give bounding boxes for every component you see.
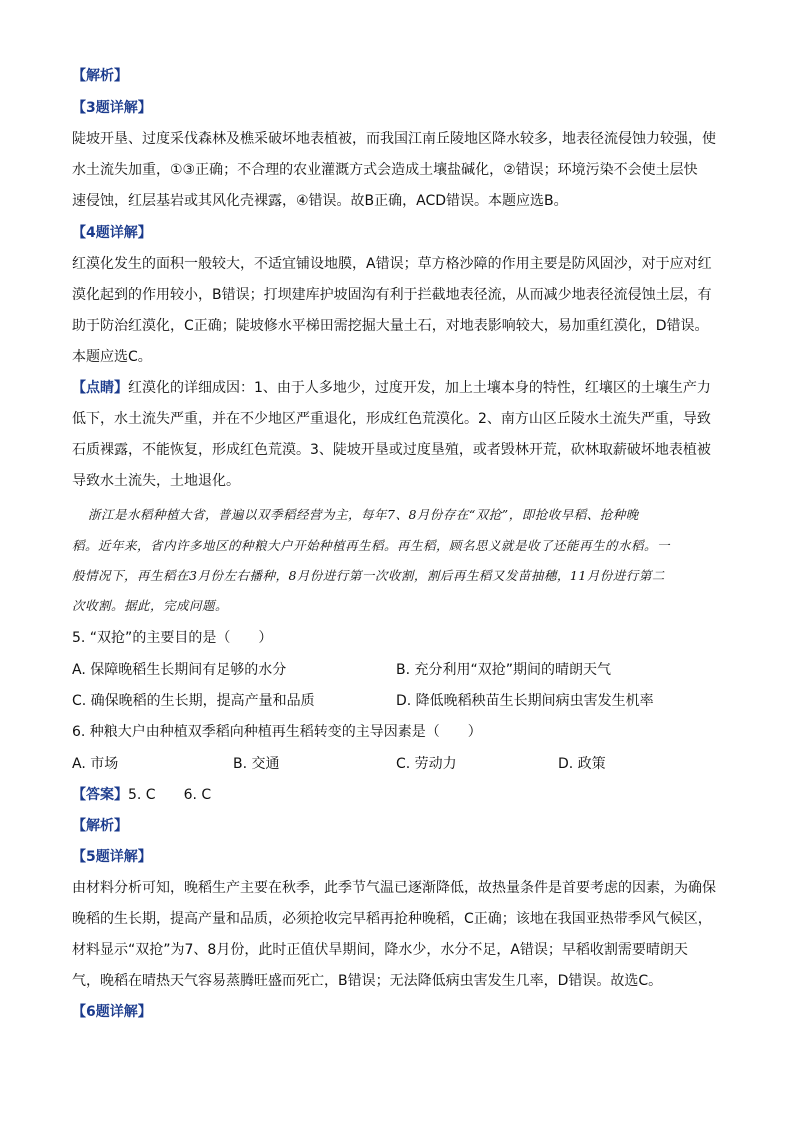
q5-option-d: D. 降低晚稻秧苗生长期间病虫害发生机率: [396, 693, 654, 709]
q6-option-d: D. 政策: [558, 756, 606, 772]
q6-stem: 6. 种粮大户由种植双季稻向种植再生稻转变的主导因素是（ ）: [72, 724, 482, 740]
key-point-text: 红漠化的详细成因：1、由于人多地少，过度开发，加上土壤本身的特性，红壤区的土壤生产力: [128, 380, 711, 396]
q6-option-a: A. 市场: [72, 756, 119, 772]
analysis-label: 【解析】: [72, 68, 128, 84]
answer-row: [72, 785, 722, 805]
q6-option-c: C. 劳动力: [396, 756, 457, 772]
analysis-label: 【解析】: [72, 818, 128, 834]
key-point-label: 【点睛】: [72, 380, 128, 396]
passage-line: 般情况下，再生稻在3月份左右播种，8月份进行第一次收割，割后再生稻又发苗抽穗，11月份进行第二: [72, 568, 665, 583]
answer-text: 5. C 6. C: [128, 787, 212, 803]
key-point-line: 导致水土流失，土地退化。: [72, 473, 240, 489]
q6-option-b: B. 交通: [233, 756, 280, 772]
q5-option-c: C. 确保晚稻的生长期，提高产量和品质: [72, 693, 315, 709]
q3-detail-header: 【3题详解】: [72, 100, 152, 116]
answer-label: 【答案】: [72, 787, 128, 803]
q6-detail-header: 【6题详解】: [72, 1004, 152, 1020]
q3-text-line: 水土流失加重，①③正确；不合理的农业灌溉方式会造成土壤盐碱化，②错误；环境污染不会使土层快: [72, 162, 698, 178]
passage-line: 次收割。据此，完成问题。: [72, 598, 229, 613]
passage-line: 稻。近年来，省内许多地区的种粮大户开始种植再生稻。再生稻，顾名思义就是收了还能再生的水稻。一: [72, 538, 671, 553]
q4-detail-header: 【4题详解】: [72, 225, 152, 241]
q5-text-line: 气，晚稻在晴热天气容易蒸腾旺盛而死亡，B错误；无法降低病虫害发生几率，D错误。故选C。: [72, 973, 663, 989]
q5-text-line: 材料显示“双抢”为7、8月份，此时正值伏旱期间，降水少，水分不足，A错误；早稻收割需要晴朗天: [72, 942, 688, 958]
q4-text-line: 助于防治红漠化，C正确；陡坡修水平梯田需挖掘大量土石，对地表影响较大，易加重红漠化，D错误。: [72, 318, 709, 334]
key-point-line: 石质裸露，不能恢复，形成红色荒漠。3、陡坡开垦或过度垦殖，或者毁林开荒，砍林取薪破坏地表植被: [72, 442, 711, 458]
q4-text-line: 红漠化发生的面积一般较大，不适宜铺设地膜，A错误；草方格沙障的作用主要是防风固沙，对于应对红: [72, 256, 712, 272]
key-point-block: [72, 378, 722, 398]
q5-option-b: B. 充分利用“双抢”期间的晴朗天气: [396, 662, 612, 678]
q5-detail-header: 【5题详解】: [72, 849, 152, 865]
q5-text-line: 由材料分析可知，晚稻生产主要在秋季，此季节气温已逐渐降低，故热量条件是首要考虑的因素，为确保: [72, 880, 716, 896]
q4-text-line: 漠化起到的作用较小，B错误；打坝建库护坡固沟有利于拦截地表径流，从而减少地表径流侵蚀土层，有: [72, 287, 712, 303]
key-point-line: 低下，水土流失严重，并在不少地区严重退化，形成红色荒漠化。2、南方山区丘陵水土流失严重，导致: [72, 411, 711, 427]
q5-option-a: A. 保障晚稻生长期间有足够的水分: [72, 662, 287, 678]
q4-text-line: 本题应选C。: [72, 349, 152, 365]
q5-text-line: 晚稻的生长期，提高产量和品质，必须抢收完早稻再抢种晚稻，C正确；该地在我国亚热带季风气候区，: [72, 911, 712, 927]
q3-text-line: 速侵蚀，红层基岩或其风化壳裸露，④错误。故B正确，ACD错误。本题应选B。: [72, 193, 568, 209]
passage-line: 浙江是水稻种植大省，普遍以双季稻经营为主，每年7、8月份存在“双抢”，即抢收早稻、抢种晚: [88, 507, 639, 522]
q3-text-line: 陡坡开垦、过度采伐森林及樵采破坏地表植被，而我国江南丘陵地区降水较多，地表径流侵蚀力较强，使: [72, 131, 716, 147]
q5-stem: 5. “双抢”的主要目的是（ ）: [72, 630, 273, 646]
